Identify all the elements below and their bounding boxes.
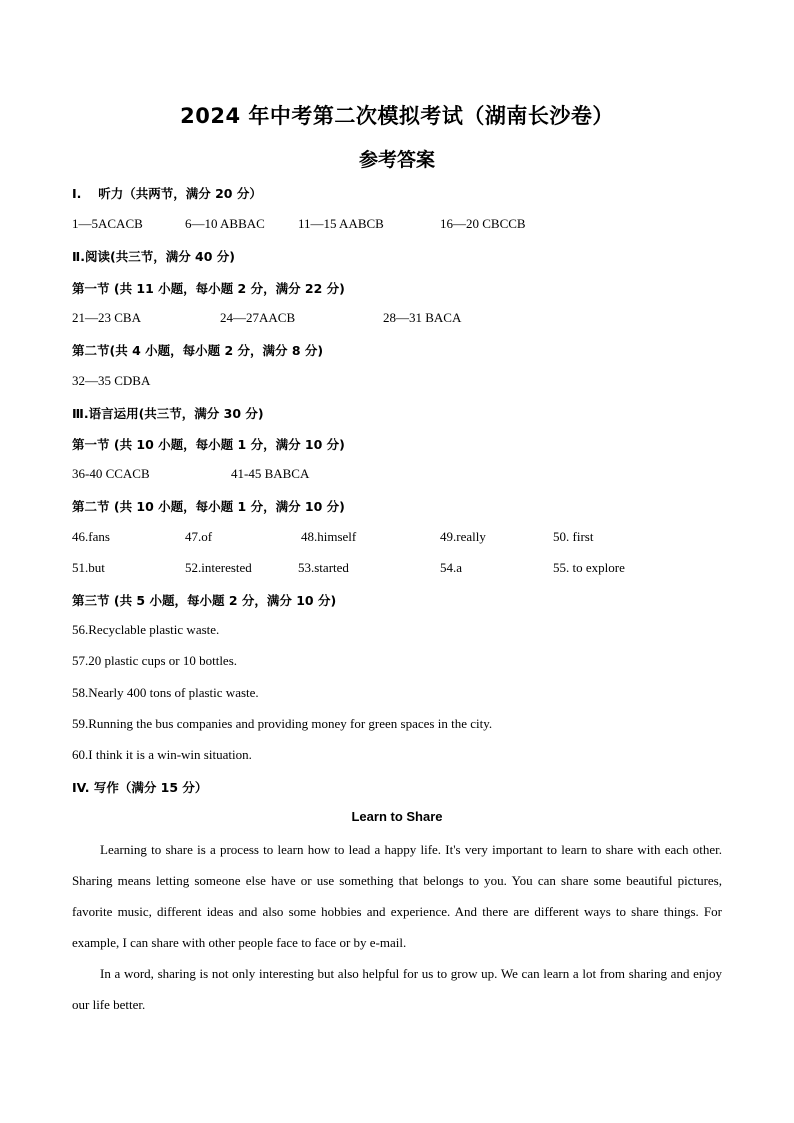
fill-answer: 49.really (440, 529, 486, 544)
essay-paragraph: Learning to share is a process to learn how to lead a happy life. It's very important to learn to share with each other. Sharing means letting someone else have or use something that belongs to you. You can share some beautiful pictures, favorite music, different ideas and also some hobbies and experience. And there are different ways to share things. For example, I can share with other people face to face or by e-mail. (72, 842, 722, 950)
essay-paragraph: In a word, sharing is not only interesting but also helpful for us to grow up. We can learn a lot from sharing and enjoy our life better. (72, 966, 722, 1012)
listening-answer: 11—15 AABCB (298, 216, 384, 231)
language-answer: 36-40 CCACB (72, 466, 150, 481)
fill-answer: 51.but (72, 560, 105, 575)
reading-answer: 32—35 CDBA (72, 373, 151, 388)
page-title: 2024 年中考第二次模拟考试（湖南长沙卷） (180, 104, 614, 128)
section3-heading: Ⅲ.语言运用(共三节，满分 30 分) (72, 406, 264, 421)
essay-title: Learn to Share (351, 809, 443, 824)
reading-answer: 24—27AACB (220, 310, 296, 325)
listening-answer: 16—20 CBCCB (440, 216, 526, 231)
fill-answer: 48.himself (301, 529, 357, 544)
short-answer: 57.20 plastic cups or 10 bottles. (72, 653, 238, 668)
short-answer: 59.Running the bus companies and providing money for green spaces in the city. (72, 716, 493, 731)
page-subtitle: 参考答案 (358, 149, 435, 171)
section4-heading: IV. 写作（满分 15 分） (72, 780, 208, 795)
reading-answer: 28—31 BACA (383, 310, 462, 325)
fill-answer: 46.fans (72, 529, 110, 544)
fill-answer: 50. first (553, 529, 594, 544)
reading-answer: 21—23 CBA (72, 310, 141, 325)
listening-answer: 6—10 ABBAC (185, 216, 265, 231)
short-answer: 56.Recyclable plastic waste. (72, 622, 220, 637)
short-answer: 58.Nearly 400 tons of plastic waste. (72, 685, 259, 700)
language-answer: 41-45 BABCA (231, 466, 310, 481)
section2-heading: Ⅱ.阅读(共三节，满分 40 分) (72, 249, 236, 264)
section2-part1-heading: 第一节 (共 11 小题，每小题 2 分，满分 22 分) (72, 281, 345, 296)
section1-heading: I. 听力（共两节，满分 20 分） (72, 186, 262, 201)
fill-answer: 47.of (185, 529, 213, 544)
fill-answer: 52.interested (185, 560, 252, 575)
section3-part1-heading: 第一节 (共 10 小题，每小题 1 分，满分 10 分) (72, 437, 345, 452)
fill-answer: 54.a (440, 560, 463, 575)
short-answer: 60.I think it is a win-win situation. (72, 747, 252, 762)
fill-answer: 55. to explore (553, 560, 625, 575)
fill-answer: 53.started (298, 560, 349, 575)
section3-part3-heading: 第三节 (共 5 小题，每小题 2 分，满分 10 分) (72, 593, 337, 608)
section3-part2-heading: 第二节 (共 10 小题，每小题 1 分，满分 10 分) (72, 499, 345, 514)
listening-answer: 1—5ACACB (72, 216, 143, 231)
section2-part2-heading: 第二节(共 4 小题，每小题 2 分，满分 8 分) (72, 343, 324, 358)
